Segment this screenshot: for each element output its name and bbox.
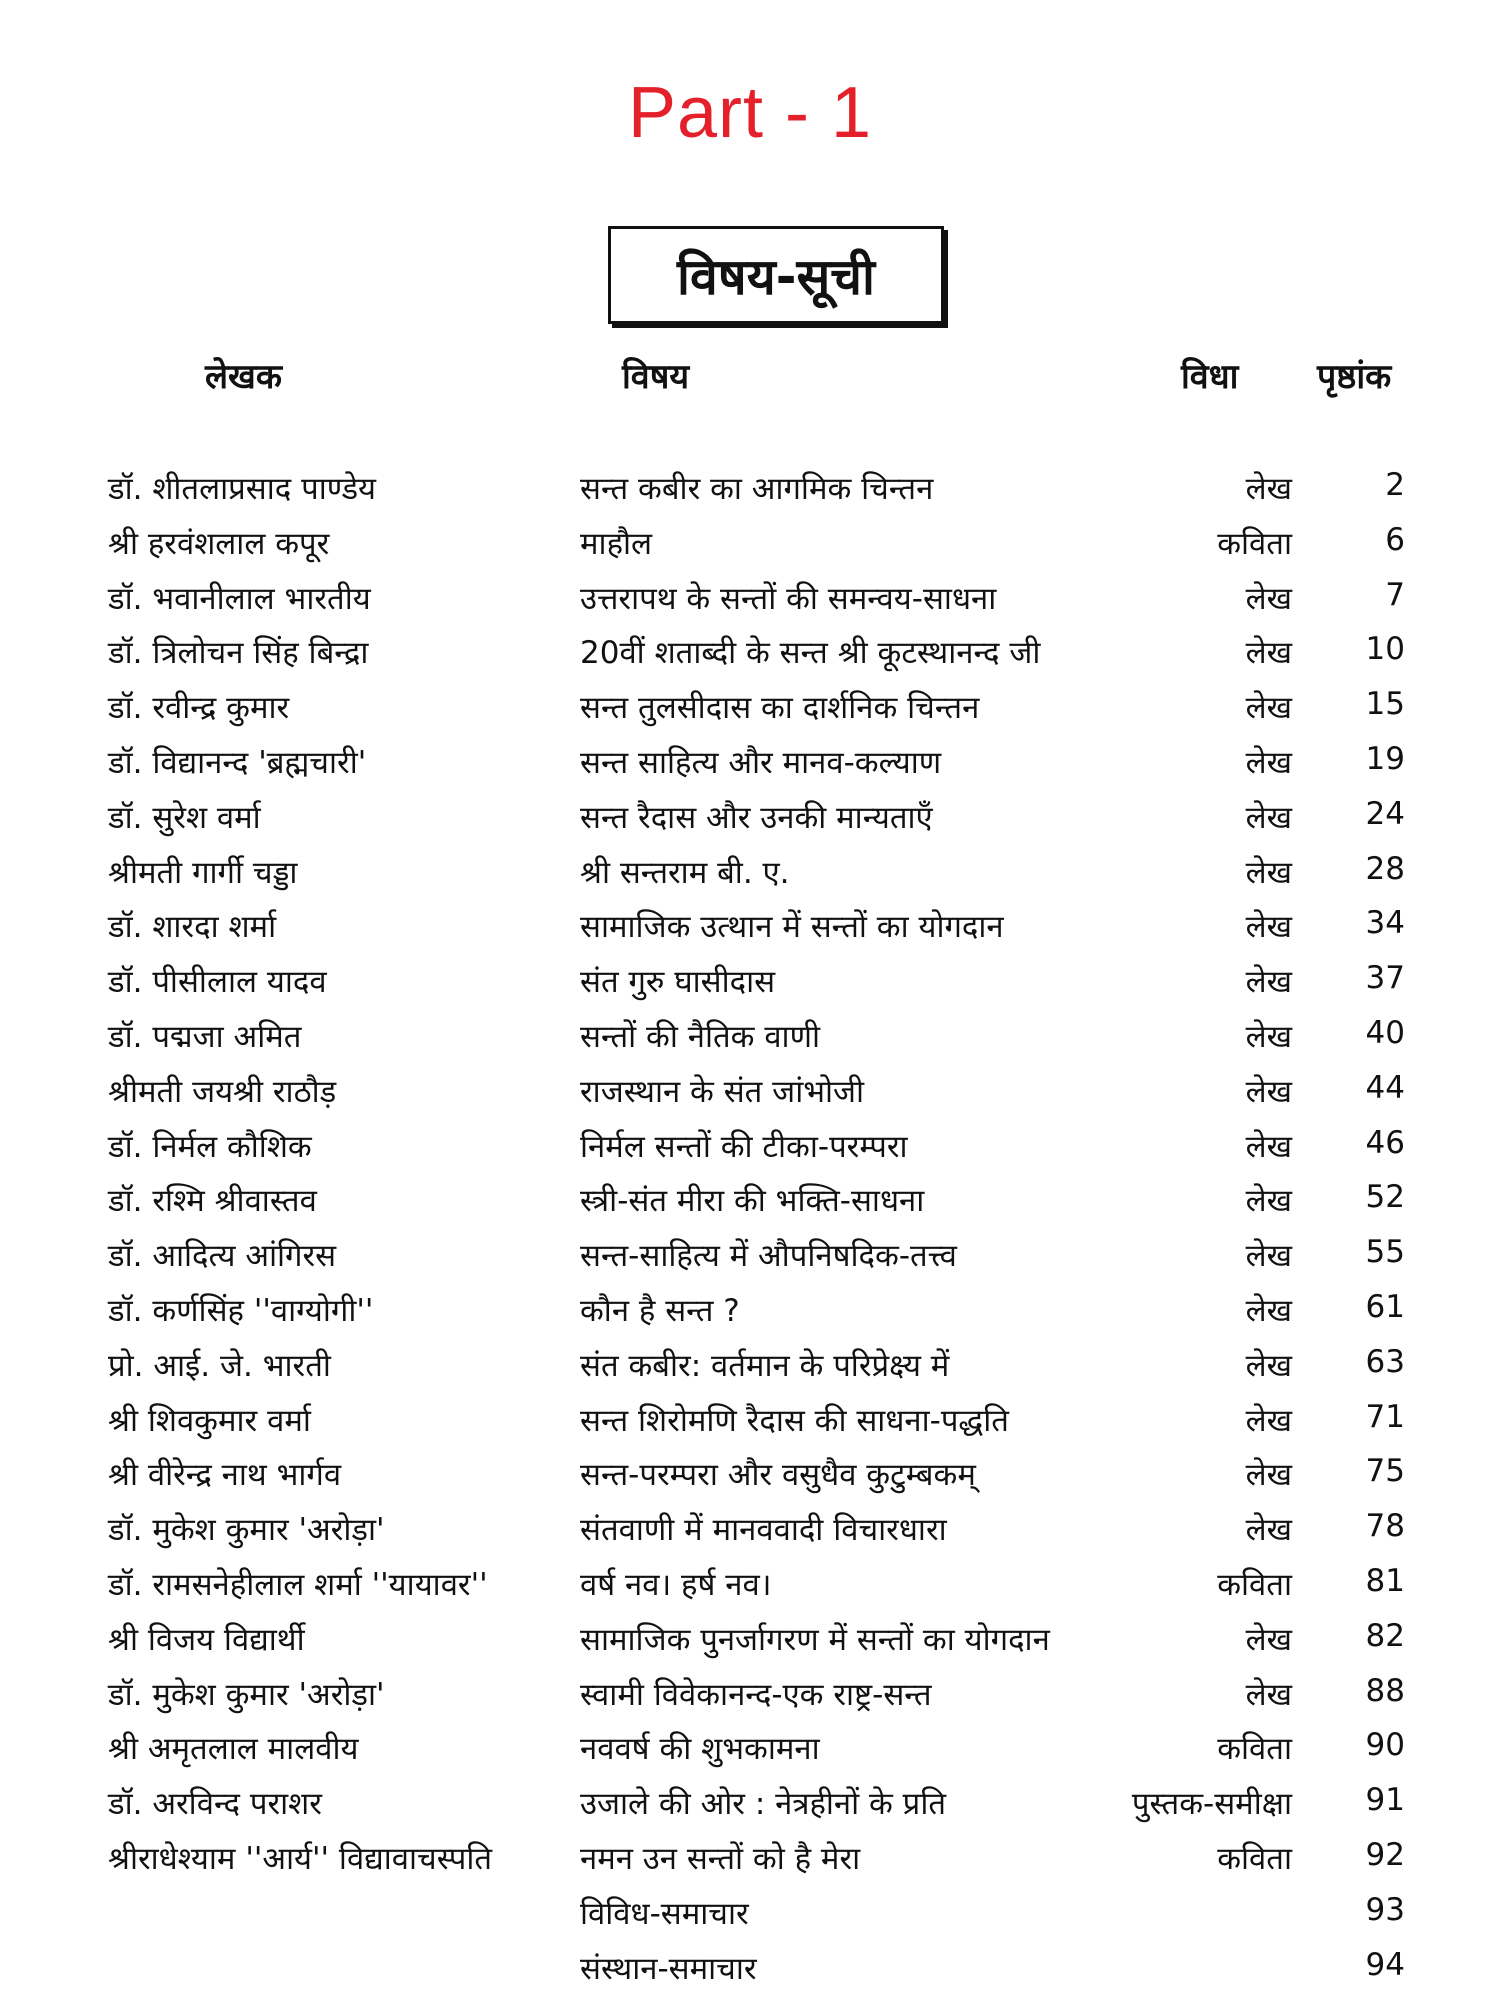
toc-author: डॉ. रश्मि श्रीवास्तव — [108, 1183, 317, 1220]
toc-page: 15 — [1365, 686, 1405, 723]
table-row — [0, 796, 1500, 851]
toc-author: प्रो. आई. जे. भारती — [108, 1347, 331, 1384]
toc-subject: उजाले की ओर : नेत्रहीनों के प्रति — [580, 1786, 947, 1823]
toc-author: डॉ. शीतलाप्रसाद पाण्डेय — [108, 471, 377, 507]
toc-genre: लेख — [1245, 1347, 1292, 1384]
toc-page: 7 — [1385, 576, 1405, 613]
toc-genre: कविता — [1217, 525, 1292, 562]
table-row — [0, 1618, 1500, 1673]
toc-subject: स्वामी विवेकानन्द-एक राष्ट्र-सन्त — [580, 1676, 932, 1713]
toc-genre: लेख — [1245, 471, 1292, 507]
toc-page: 46 — [1365, 1124, 1405, 1161]
toc-page: 19 — [1365, 740, 1405, 777]
toc-author: श्री शिवकुमार वर्मा — [108, 1402, 311, 1439]
toc-author: डॉ. पीसीलाल यादव — [108, 964, 327, 1001]
toc-genre: लेख — [1245, 909, 1292, 946]
toc-author: श्री हरवंशलाल कपूर — [108, 525, 330, 562]
toc-page: 2 — [1385, 467, 1405, 503]
toc-page: 52 — [1365, 1179, 1405, 1216]
toc-genre: कविता — [1217, 1840, 1292, 1877]
table-row — [0, 905, 1500, 960]
toc-subject: सन्त साहित्य और मानव-कल्याण — [580, 744, 942, 781]
toc-genre: लेख — [1245, 690, 1292, 727]
table-row — [0, 686, 1500, 741]
toc-genre: लेख — [1245, 854, 1292, 891]
toc-author: डॉ. शारदा शर्मा — [108, 909, 277, 946]
toc-page: 44 — [1365, 1069, 1405, 1106]
toc-genre: लेख — [1245, 964, 1292, 1001]
table-row — [0, 577, 1500, 632]
toc-page: 82 — [1365, 1617, 1405, 1654]
table-row — [0, 631, 1500, 686]
part-label: Part - 1 — [627, 73, 873, 153]
table-row — [0, 1453, 1500, 1508]
table-row — [0, 1892, 1500, 1947]
toc-subject: संतवाणी में मानववादी विचारधारा — [580, 1512, 947, 1549]
table-row — [0, 1015, 1500, 1070]
toc-subject: सन्तों की नैतिक वाणी — [580, 1018, 821, 1055]
toc-subject: संस्थान-समाचार — [580, 1950, 757, 1987]
column-header-author: लेखक — [205, 357, 282, 397]
toc-author: श्रीमती जयश्री राठौड़ — [108, 1073, 337, 1110]
table-row — [0, 1289, 1500, 1344]
toc-author: डॉ. रवीन्द्र कुमार — [108, 690, 290, 727]
toc-author: डॉ. पद्मजा अमित — [108, 1018, 302, 1055]
toc-subject: सन्त रैदास और उनकी मान्यताएँ — [580, 799, 933, 836]
toc-genre: लेख — [1245, 1073, 1292, 1110]
toc-page: 40 — [1365, 1014, 1405, 1051]
table-row — [0, 1947, 1500, 2001]
toc-author: श्रीराधेश्याम ''आर्य'' विद्यावाचस्पति — [108, 1840, 493, 1877]
table-row — [0, 1673, 1500, 1728]
toc-genre: लेख — [1245, 1402, 1292, 1439]
toc-subject: सन्त-परम्परा और वसुधैव कुटुम्बकम् — [580, 1457, 976, 1494]
toc-author: डॉ. त्रिलोचन सिंह बिन्द्रा — [108, 635, 369, 672]
toc-page: 37 — [1365, 960, 1405, 997]
column-header-page: पृष्ठांक — [1317, 357, 1392, 397]
table-row — [0, 960, 1500, 1015]
toc-author: श्री अमृतलाल मालवीय — [108, 1731, 359, 1768]
toc-page: 81 — [1365, 1562, 1405, 1599]
toc-page: 88 — [1365, 1672, 1405, 1709]
table-row — [0, 1070, 1500, 1125]
toc-genre: लेख — [1245, 1238, 1292, 1275]
toc-author: डॉ. आदित्य आंगिरस — [108, 1238, 337, 1275]
toc-author: डॉ. रामसनेहीलाल शर्मा ''यायावर'' — [108, 1566, 488, 1603]
toc-subject: संत गुरु घासीदास — [580, 964, 776, 1001]
table-row — [0, 741, 1500, 796]
contents-heading: विषय-सूची — [608, 226, 944, 324]
toc-subject: उत्तरापथ के सन्तों की समन्वय-साधना — [580, 580, 997, 617]
toc-genre: लेख — [1245, 580, 1292, 617]
toc-author: श्रीमती गार्गी चड्डा — [108, 854, 298, 891]
column-header-genre: विधा — [1181, 357, 1239, 397]
toc-page: 94 — [1365, 1946, 1405, 1983]
table-of-contents — [0, 467, 1500, 2001]
toc-subject: वर्ष नव। हर्ष नव। — [580, 1566, 772, 1603]
toc-subject: विविध-समाचार — [580, 1895, 749, 1932]
toc-page: 63 — [1365, 1343, 1405, 1380]
toc-subject: 20वीं शताब्दी के सन्त श्री कूटस्थानन्द जी — [580, 635, 1041, 672]
toc-genre: लेख — [1245, 799, 1292, 836]
toc-subject: निर्मल सन्तों की टीका-परम्परा — [580, 1128, 908, 1165]
toc-author: डॉ. अरविन्द पराशर — [108, 1786, 322, 1823]
toc-genre: लेख — [1245, 1292, 1292, 1329]
toc-subject: सन्त-साहित्य में औपनिषदिक-तत्त्व — [580, 1238, 957, 1275]
toc-author: डॉ. निर्मल कौशिक — [108, 1128, 312, 1165]
toc-page: 6 — [1385, 521, 1405, 558]
toc-author: डॉ. सुरेश वर्मा — [108, 799, 261, 836]
toc-author: डॉ. विद्यानन्द 'ब्रह्मचारी' — [108, 744, 367, 781]
toc-genre: लेख — [1245, 635, 1292, 672]
toc-page: 91 — [1365, 1782, 1405, 1819]
toc-page: 61 — [1365, 1288, 1405, 1325]
toc-genre: लेख — [1245, 1018, 1292, 1055]
toc-subject: सामाजिक पुनर्जागरण में सन्तों का योगदान — [580, 1621, 1050, 1658]
toc-page: 92 — [1365, 1836, 1405, 1873]
toc-subject: माहौल — [580, 525, 653, 562]
toc-subject: संत कबीर: वर्तमान के परिप्रेक्ष्य में — [580, 1347, 950, 1384]
toc-page: 24 — [1365, 795, 1405, 832]
toc-author: डॉ. भवानीलाल भारतीय — [108, 580, 371, 617]
table-row — [0, 1563, 1500, 1618]
toc-subject: राजस्थान के संत जांभोजी — [580, 1073, 865, 1110]
toc-subject: कौन है सन्त ? — [580, 1292, 740, 1329]
table-row — [0, 1234, 1500, 1289]
table-row — [0, 1179, 1500, 1234]
toc-subject: नववर्ष की शुभकामना — [580, 1731, 820, 1768]
toc-page: 10 — [1365, 631, 1405, 668]
toc-page: 55 — [1365, 1234, 1405, 1271]
toc-author: डॉ. कर्णसिंह ''वाग्योगी'' — [108, 1292, 374, 1329]
toc-author: श्री विजय विद्यार्थी — [108, 1621, 305, 1658]
toc-genre: लेख — [1245, 1457, 1292, 1494]
table-row — [0, 851, 1500, 906]
toc-subject: नमन उन सन्तों को है मेरा — [580, 1840, 861, 1877]
toc-page: 90 — [1365, 1727, 1405, 1764]
table-row — [0, 1125, 1500, 1180]
table-row — [0, 1344, 1500, 1399]
toc-subject: सन्त शिरोमणि रैदास की साधना-पद्धति — [580, 1402, 1009, 1439]
table-row — [0, 1837, 1500, 1892]
toc-genre: लेख — [1245, 1183, 1292, 1220]
toc-subject: स्त्री-संत मीरा की भक्ति-साधना — [580, 1183, 925, 1220]
toc-page: 34 — [1365, 905, 1405, 942]
toc-page: 75 — [1365, 1453, 1405, 1490]
toc-author: डॉ. मुकेश कुमार 'अरोड़ा' — [108, 1676, 385, 1713]
toc-page: 93 — [1365, 1891, 1405, 1928]
toc-genre: कविता — [1217, 1566, 1292, 1603]
table-row — [0, 1399, 1500, 1454]
column-header-subject: विषय — [622, 357, 690, 397]
toc-genre: लेख — [1245, 1621, 1292, 1658]
toc-author: श्री वीरेन्द्र नाथ भार्गव — [108, 1457, 342, 1494]
toc-subject: श्री सन्तराम बी. ए. — [580, 854, 790, 891]
toc-author: डॉ. मुकेश कुमार 'अरोड़ा' — [108, 1512, 385, 1549]
toc-page: 28 — [1365, 850, 1405, 887]
toc-subject: सन्त कबीर का आगमिक चिन्तन — [580, 471, 934, 507]
toc-genre: लेख — [1245, 1676, 1292, 1713]
table-row — [0, 522, 1500, 577]
table-row — [0, 1782, 1500, 1837]
toc-genre: कविता — [1217, 1731, 1292, 1768]
toc-genre: लेख — [1245, 1512, 1292, 1549]
toc-genre: लेख — [1245, 1128, 1292, 1165]
toc-page: 71 — [1365, 1398, 1405, 1435]
table-row — [0, 1727, 1500, 1782]
toc-genre: लेख — [1245, 744, 1292, 781]
table-row — [0, 1508, 1500, 1563]
toc-subject: सामाजिक उत्थान में सन्तों का योगदान — [580, 909, 1004, 946]
toc-page: 78 — [1365, 1508, 1405, 1545]
table-row — [0, 467, 1500, 522]
toc-genre: पुस्तक-समीक्षा — [1131, 1786, 1292, 1823]
toc-subject: सन्त तुलसीदास का दार्शनिक चिन्तन — [580, 690, 980, 727]
